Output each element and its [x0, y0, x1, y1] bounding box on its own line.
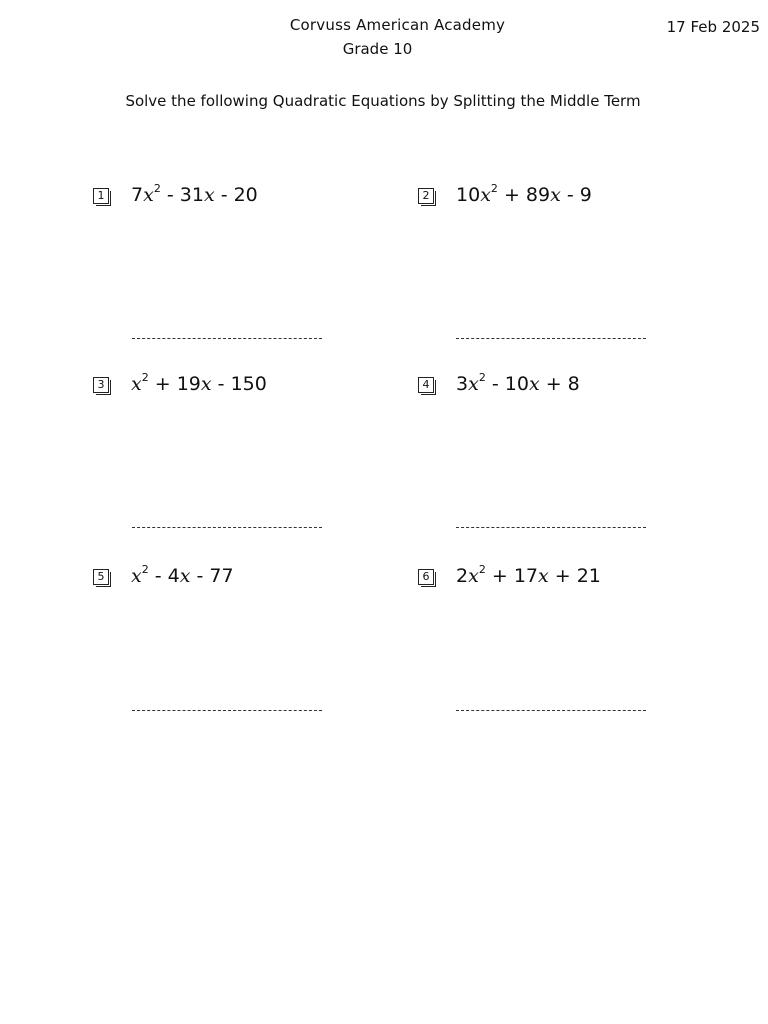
school-name: Corvuss American Academy	[289, 16, 506, 34]
problem-5	[93, 562, 393, 592]
answer-line-5[interactable]	[132, 710, 322, 711]
problem-number-box: 2	[418, 188, 434, 204]
coefficient: 10	[456, 184, 481, 206]
coefficient: 9	[579, 184, 592, 206]
coefficient: 20	[233, 184, 258, 206]
equation-expression	[456, 370, 580, 398]
equation-expression	[131, 370, 267, 398]
operator: +	[148, 373, 177, 395]
variable: x	[200, 373, 212, 395]
variable: x	[143, 184, 154, 206]
problem-number-box: 4	[418, 377, 434, 393]
equation-expression	[131, 562, 234, 590]
variable: x	[468, 373, 479, 395]
operator: -	[211, 373, 231, 395]
problem-number-box: 3	[93, 377, 109, 393]
variable: x	[131, 565, 142, 587]
answer-line-6[interactable]	[456, 710, 646, 711]
coefficient: 8	[567, 373, 580, 395]
coefficient: 21	[576, 565, 601, 587]
variable: x	[179, 565, 191, 587]
answer-line-1[interactable]	[132, 338, 322, 339]
exponent: 2	[478, 563, 486, 576]
coefficient: 77	[209, 565, 234, 587]
equation-expression	[456, 181, 592, 209]
equation-expression	[456, 562, 601, 590]
operator: -	[160, 184, 180, 206]
equation-expression	[131, 181, 258, 209]
coefficient: 89	[525, 184, 551, 206]
exponent: 2	[490, 182, 498, 195]
coefficient: 150	[230, 373, 267, 395]
variable: x	[550, 184, 561, 206]
problem-4	[418, 370, 718, 400]
exponent: 2	[478, 371, 486, 384]
operator: +	[485, 565, 514, 587]
coefficient: 2	[456, 565, 469, 587]
answer-line-4[interactable]	[456, 527, 646, 528]
coefficient: 10	[504, 373, 529, 395]
answer-line-2[interactable]	[456, 338, 646, 339]
problem-number-box: 1	[93, 188, 109, 204]
operator: -	[190, 565, 210, 587]
variable: x	[468, 565, 479, 587]
problem-3	[93, 370, 393, 400]
instructions: Solve the following Quadratic Equations by Splitting the Middle Term	[125, 92, 641, 110]
problem-number-box: 5	[93, 569, 109, 585]
coefficient: 31	[179, 184, 204, 206]
variable: x	[203, 184, 215, 206]
problem-1	[93, 181, 393, 211]
exponent: 2	[153, 182, 161, 195]
coefficient: 4	[167, 565, 180, 587]
problem-number-box: 6	[418, 569, 434, 585]
answer-line-3[interactable]	[132, 527, 322, 528]
operator: -	[148, 565, 168, 587]
operator: -	[485, 373, 505, 395]
coefficient: 3	[456, 373, 469, 395]
variable: x	[538, 565, 549, 587]
variable: x	[480, 184, 491, 206]
operator: +	[539, 373, 568, 395]
grade-level: Grade 10	[342, 40, 413, 58]
coefficient: 7	[131, 184, 144, 206]
exponent: 2	[141, 371, 149, 384]
operator: +	[497, 184, 526, 206]
variable: x	[131, 373, 142, 395]
operator: -	[214, 184, 234, 206]
problem-2	[418, 181, 718, 211]
variable: x	[528, 373, 540, 395]
operator: -	[560, 184, 580, 206]
problem-6	[418, 562, 718, 592]
operator: +	[548, 565, 577, 587]
coefficient: 19	[176, 373, 201, 395]
exponent: 2	[141, 563, 149, 576]
worksheet-date: 17 Feb 2025	[666, 18, 760, 36]
coefficient: 17	[513, 565, 538, 587]
